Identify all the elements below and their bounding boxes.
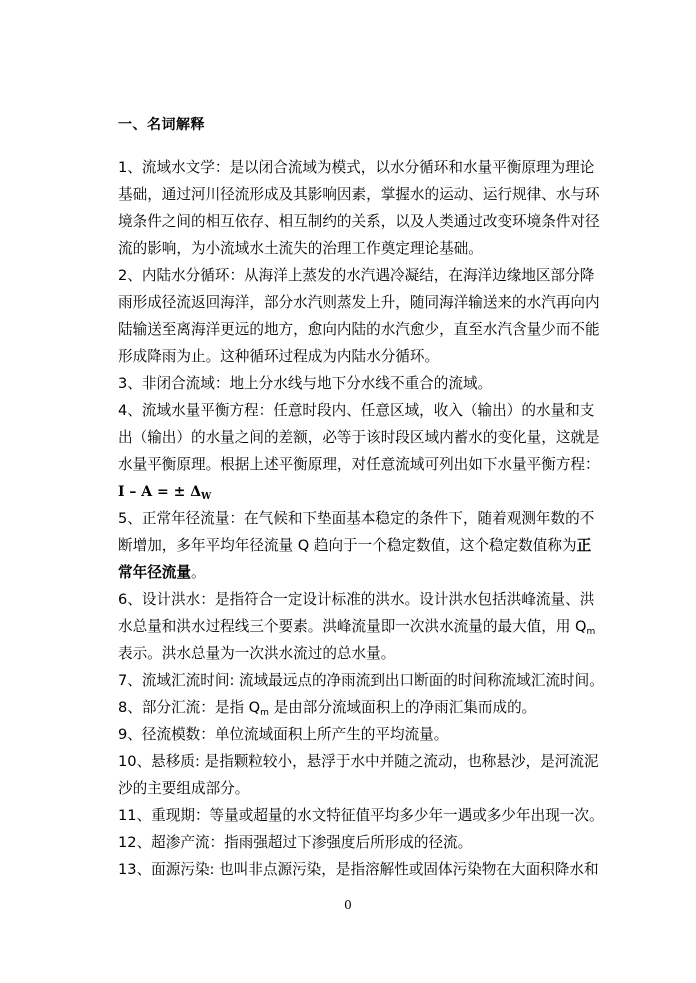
text-fragment: 断增加，多年平均年径流量 Q 趋向于一个稳定数值，这个稳定数值称为: [118, 537, 577, 554]
section-heading: 一、名词解释: [118, 117, 205, 133]
text-line: 7、流域汇流时间: 流域最远点的净雨流到出口断面的时间称流域汇流时间。: [118, 672, 604, 689]
text-line: 形成降雨为止。这种循环过程成为内陆水分循环。: [118, 348, 440, 365]
text-line: 出（输出）的水量之间的差额，必等于该时段区域内蓄水的变化量，这就是: [118, 429, 600, 446]
glossary-body: [118, 154, 604, 883]
text-line: [118, 694, 582, 721]
text-line: 12、超渗产流：指雨强超过下渗强度后所形成的径流。: [118, 834, 473, 851]
text-line: 1、流域水文学：是以闭合流域为模式，以水分循环和水量平衡原理为理论: [118, 159, 595, 176]
text-line: 13、面源污染: 也叫非点源污染，是指溶解性或固体污染物在大面积降水和: [118, 861, 599, 878]
text-line: 水量平衡原理。根据上述平衡原理，对任意流域可列出如下水量平衡方程：: [118, 456, 600, 473]
text-line: 2、内陆水分循环：从海洋上蒸发的水汽遇冷凝结，在海洋边缘地区部分降: [118, 267, 595, 284]
text-fragment: 。: [190, 564, 206, 581]
text-line: 10、悬移质: 是指颗粒较小，悬浮于水中并随之流动，也称悬沙，是河流泥: [118, 753, 599, 770]
text-line: 9、径流模数：单位流域面积上所产生的平均流量。: [118, 726, 449, 743]
bold-term: 常年径流量: [118, 564, 191, 581]
text-line: [118, 613, 596, 640]
subscript: m: [260, 708, 269, 718]
text-line: 5、正常年径流量：在气候和下垫面基本稳定的条件下，随着观测年数的不: [118, 510, 595, 527]
text-line: 4、流域水量平衡方程：任意时段内、任意区域，收入（输出）的水量和支: [118, 402, 595, 419]
text-line: 6、设计洪水：是指符合一定设计标准的洪水。设计洪水包括洪峰流量、洪: [118, 591, 595, 608]
equation-subscript: W: [201, 492, 212, 502]
equation-text: I – A = ±: [118, 484, 191, 500]
text-line: 陆输送至离海洋更远的地方，愈向内陆的水汽愈少，直至水汽含量少而不能: [118, 321, 600, 338]
page-number: 0: [344, 898, 352, 912]
text-line: [118, 559, 582, 586]
text-line: 雨形成径流返回海洋，部分水汽则蒸发上升，随同海洋输送来的水汽再向内: [118, 294, 600, 311]
text-fragment: 水总量和洪水过程线三个要素。洪峰流量即一次洪水流量的最大值，用 Q: [118, 618, 587, 635]
text-line: 11、重现期：等量或超量的水文特征值平均多少年一遇或多少年出现一次。: [118, 807, 604, 824]
text-line: 境条件之间的相互依存、相互制约的关系，以及人类通过改变环境条件对径: [118, 213, 600, 230]
text-line: 3、非闭合流域：地上分水线与地下分水线不重合的流域。: [118, 375, 493, 392]
bold-term: 正: [576, 537, 592, 554]
text-line: 表示。洪水总量为一次洪水流过的总水量。: [118, 645, 396, 662]
text-line: 流的影响，为小流域水土流失的治理工作奠定理论基础。: [118, 240, 483, 257]
text-fragment: 是由部分流域面积上的净雨汇集而成的。: [268, 699, 537, 716]
delta-symbol: Δ: [190, 484, 202, 500]
subscript: m: [586, 627, 596, 637]
water-balance-equation: [118, 478, 582, 505]
text-line: 沙的主要组成部分。: [118, 780, 250, 797]
text-line: 基础，通过河川径流形成及其影响因素，掌握水的运动、运行规律、水与环: [118, 186, 600, 203]
text-fragment: 8、部分汇流：是指 Q: [118, 699, 261, 716]
text-line: [118, 532, 592, 559]
